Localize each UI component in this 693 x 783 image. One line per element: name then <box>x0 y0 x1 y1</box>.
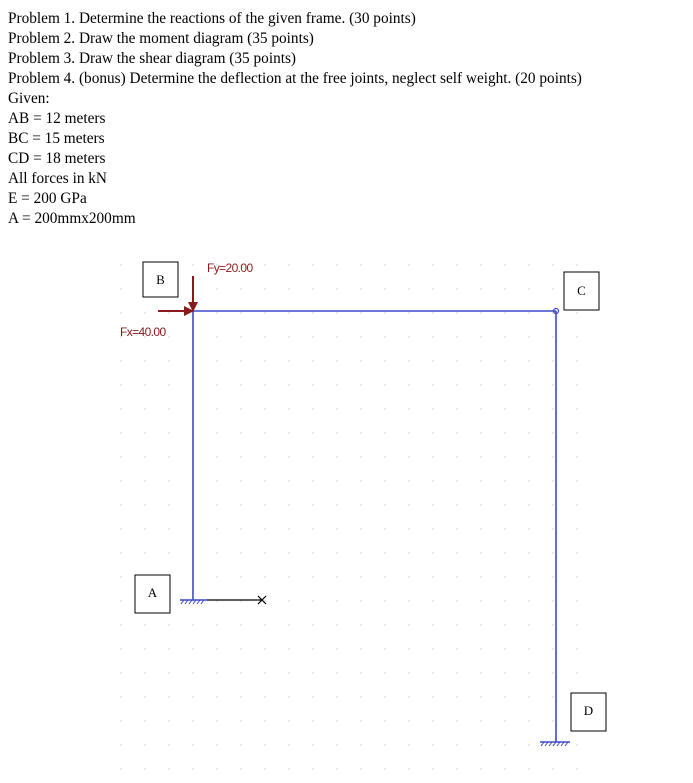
load-fx-arrow <box>158 306 194 316</box>
node-a-text: A <box>147 585 158 600</box>
given-units: All forces in kN <box>8 170 107 187</box>
given-area: A = 200mmx200mm <box>8 210 136 227</box>
axis-x-marker <box>207 596 266 604</box>
given-ab: AB = 12 meters <box>8 110 106 127</box>
problem-1: Problem 1. Determine the reactions of the given frame. (30 points) <box>8 10 416 27</box>
given-bc: BC = 15 meters <box>8 130 105 147</box>
node-d-text: D <box>583 703 594 718</box>
grid-dots <box>120 264 577 769</box>
support-a <box>180 600 207 604</box>
node-c-text: C <box>577 283 586 298</box>
given-heading: Given: <box>8 90 50 107</box>
given-cd: CD = 18 meters <box>8 150 106 167</box>
problem-4: Problem 4. (bonus) Determine the deflection at the free joints, neglect self weight. (20 points) <box>8 70 582 87</box>
node-b-text: B <box>156 272 165 287</box>
fy-label: Fy=20.00 <box>207 261 253 275</box>
fx-label: Fx=40.00 <box>120 325 166 339</box>
node-label-b <box>143 262 178 297</box>
node-label-a <box>135 575 170 613</box>
load-fy-arrow <box>188 276 198 312</box>
support-d <box>540 742 570 746</box>
problem-3: Problem 3. Draw the shear diagram (35 points) <box>8 50 297 67</box>
problem-2: Problem 2. Draw the moment diagram (35 points) <box>8 30 314 47</box>
given-modulus: E = 200 GPa <box>8 190 87 207</box>
node-label-c <box>564 272 599 310</box>
node-label-d <box>571 693 606 731</box>
